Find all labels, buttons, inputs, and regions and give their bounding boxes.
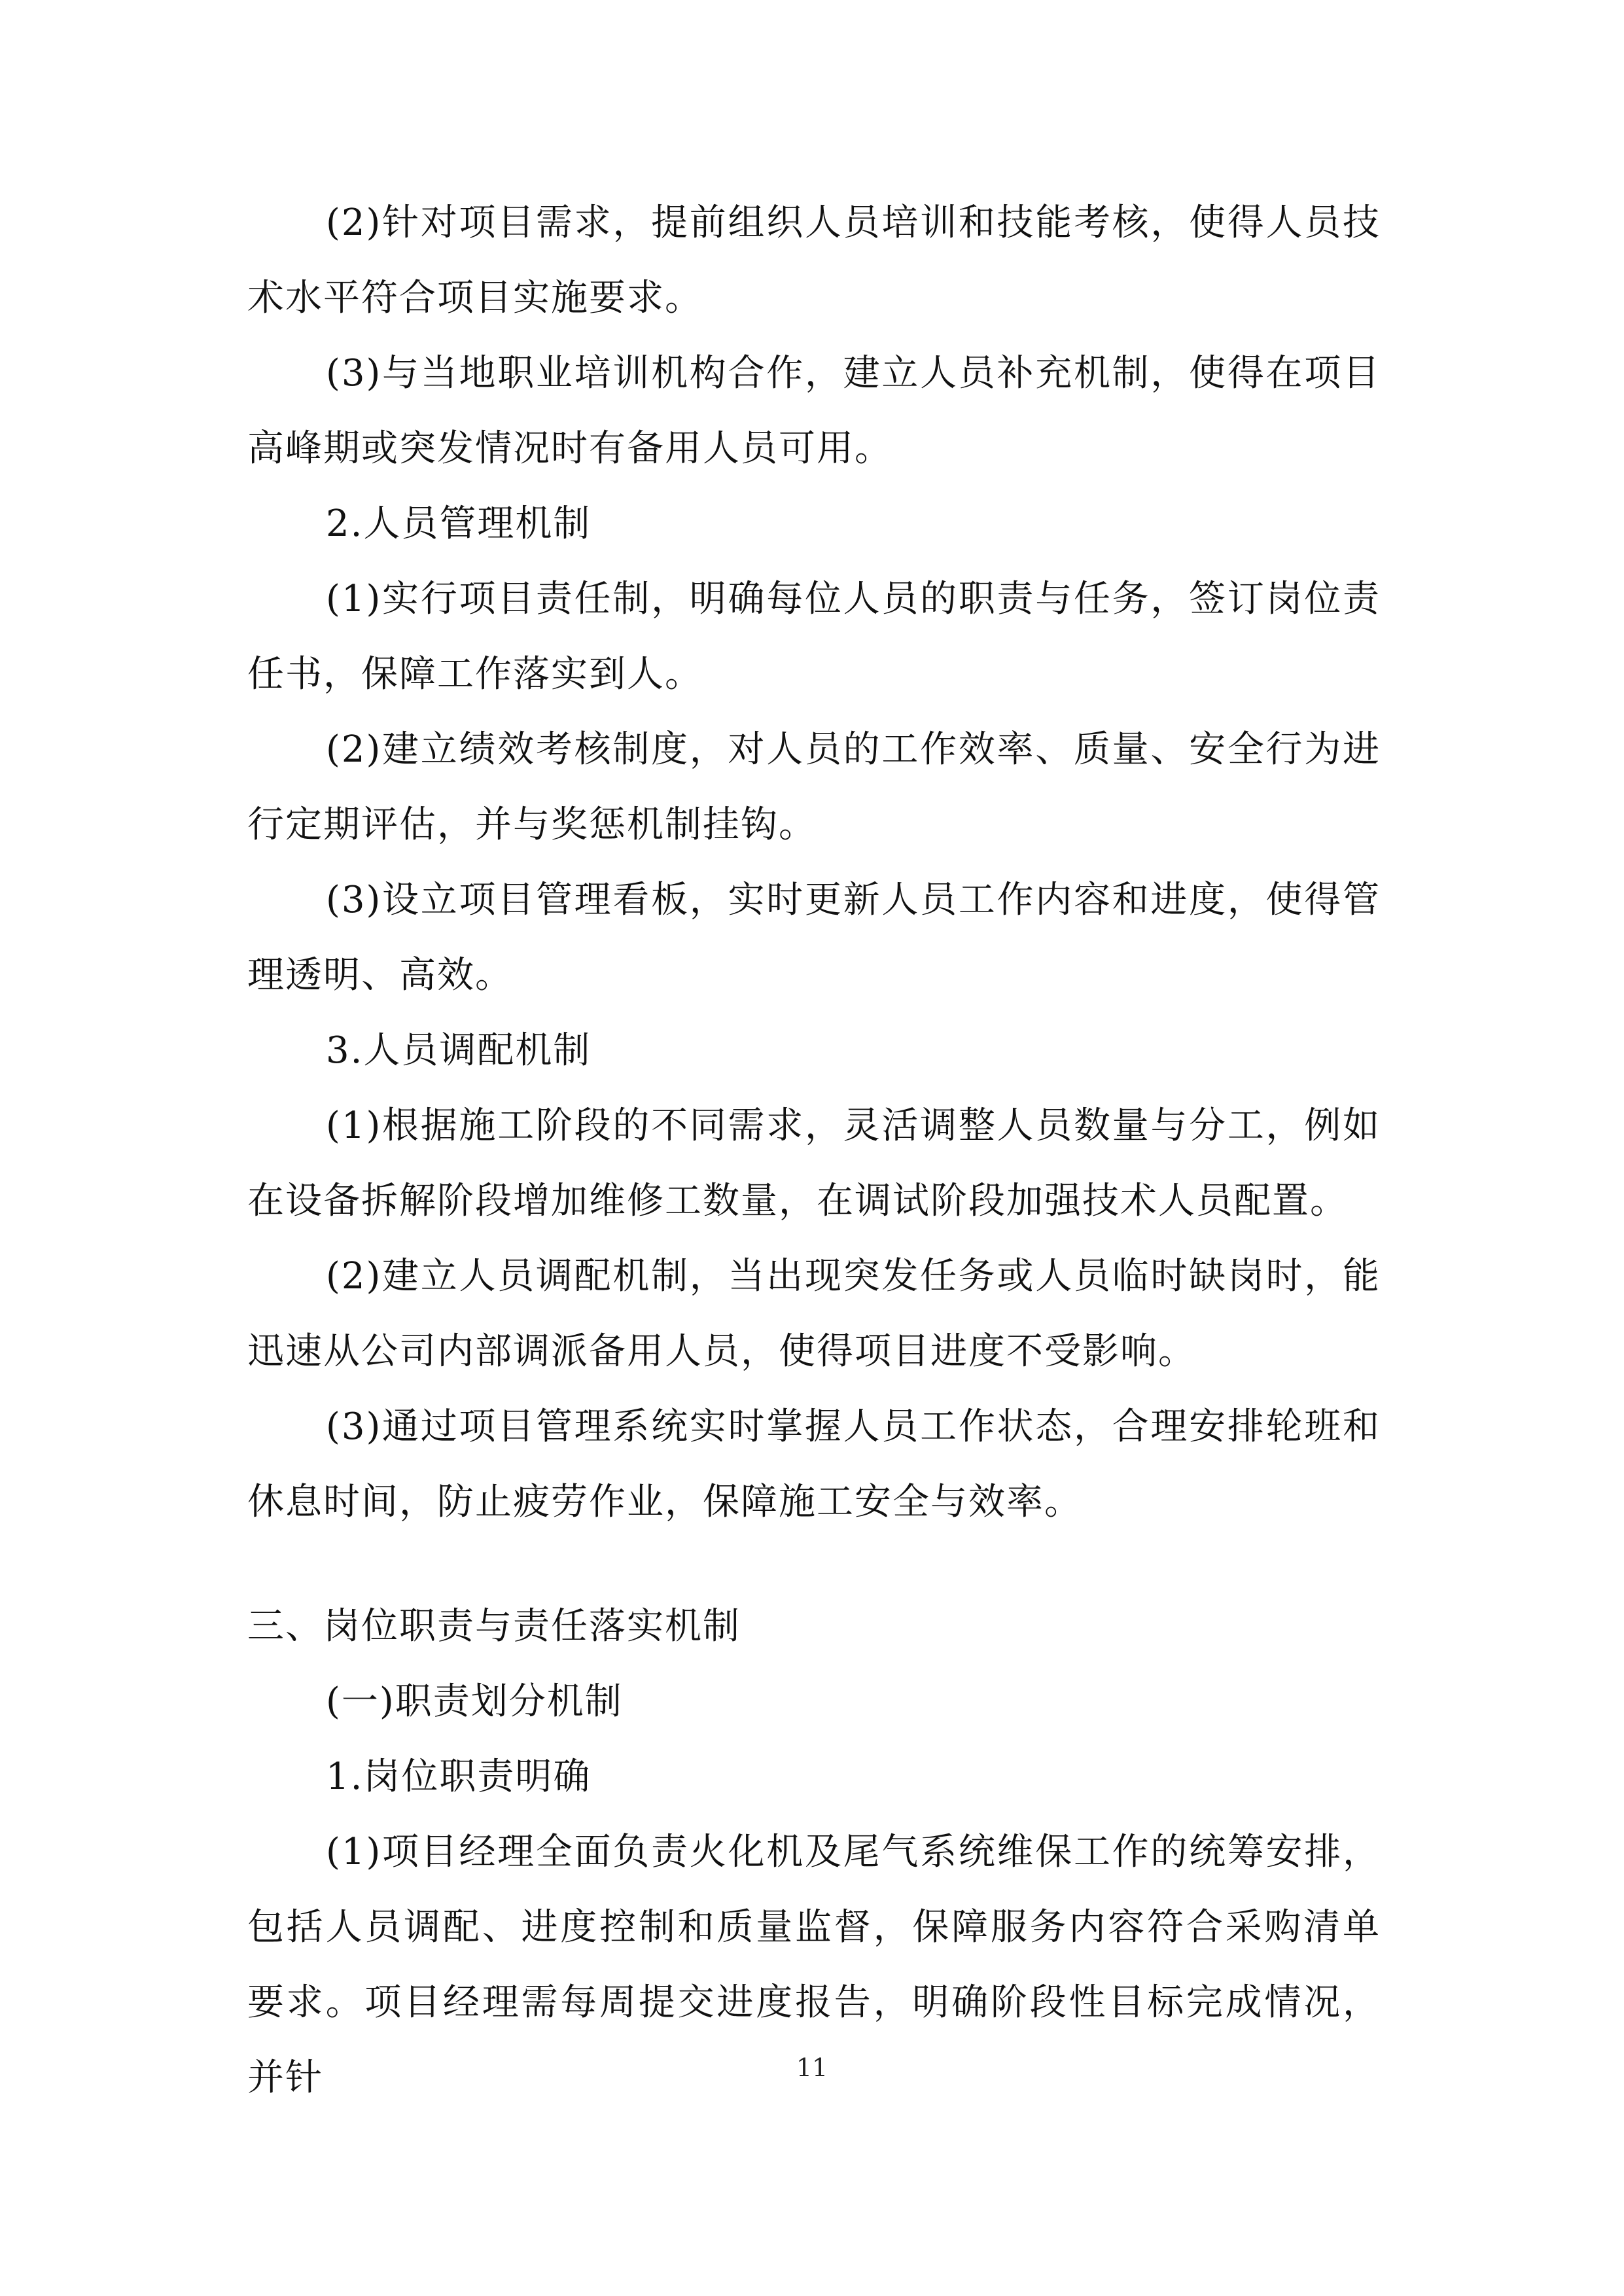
page-number: 11 bbox=[796, 2053, 828, 2082]
paragraph-flexible-adjustment: (1)根据施工阶段的不同需求，灵活调整人员数量与分工，例如在设备拆解阶段增加维修工数量，在调试阶段加强技术人员配置。 bbox=[247, 1104, 1381, 1222]
paragraph-project-manager: (1)项目经理全面负责火化机及尾气系统维保工作的统筹安排，包括人员调配、进度控制和质量监督，保障服务内容符合采购清单要求。项目经理需每周提交进度报告，明确阶段性目标完成情况，并针 bbox=[247, 1831, 1381, 2099]
paragraph-responsibility-system: (1)实行项目责任制，明确每位人员的职责与任务，签订岗位责任书，保障工作落实到人。 bbox=[247, 578, 1381, 696]
paragraph-performance-review: (2)建立绩效考核制度，对人员的工作效率、质量、安全行为进行定期评估，并与奖惩机制挂钩。 bbox=[247, 728, 1381, 846]
section-spacer bbox=[247, 1540, 1381, 1589]
document-body bbox=[247, 185, 1381, 2115]
paragraph-training: (2)针对项目需求，提前组织人员培训和技能考核，使得人员技术水平符合项目实施要求。 bbox=[247, 202, 1381, 319]
subsection-title: (一)职责划分机制 bbox=[326, 1680, 623, 1723]
paragraph-allocation-mechanism: (2)建立人员调配机制，当出现突发任务或人员临时缺岗时，能迅速从公司内部调派备用人员，使得项目进度不受影响。 bbox=[247, 1255, 1381, 1373]
paragraph-management-system: (3)通过项目管理系统实时掌握人员工作状态，合理安排轮班和休息时间，防止疲劳作业，保障施工安全与效率。 bbox=[247, 1405, 1381, 1523]
paragraph-management-board: (3)设立项目管理看板，实时更新人员工作内容和进度，使得管理透明、高效。 bbox=[247, 879, 1381, 997]
section-title: 三、岗位职责与责任落实机制 bbox=[247, 1605, 741, 1648]
paragraph-cooperation: (3)与当地职业培训机构合作，建立人员补充机制，使得在项目高峰期或突发情况时有备用人员可用。 bbox=[247, 352, 1381, 470]
heading-personnel-management: 2.人员管理机制 bbox=[326, 503, 591, 545]
heading-personnel-allocation: 3.人员调配机制 bbox=[326, 1029, 591, 1072]
item-title: 1.岗位职责明确 bbox=[326, 1756, 591, 1798]
